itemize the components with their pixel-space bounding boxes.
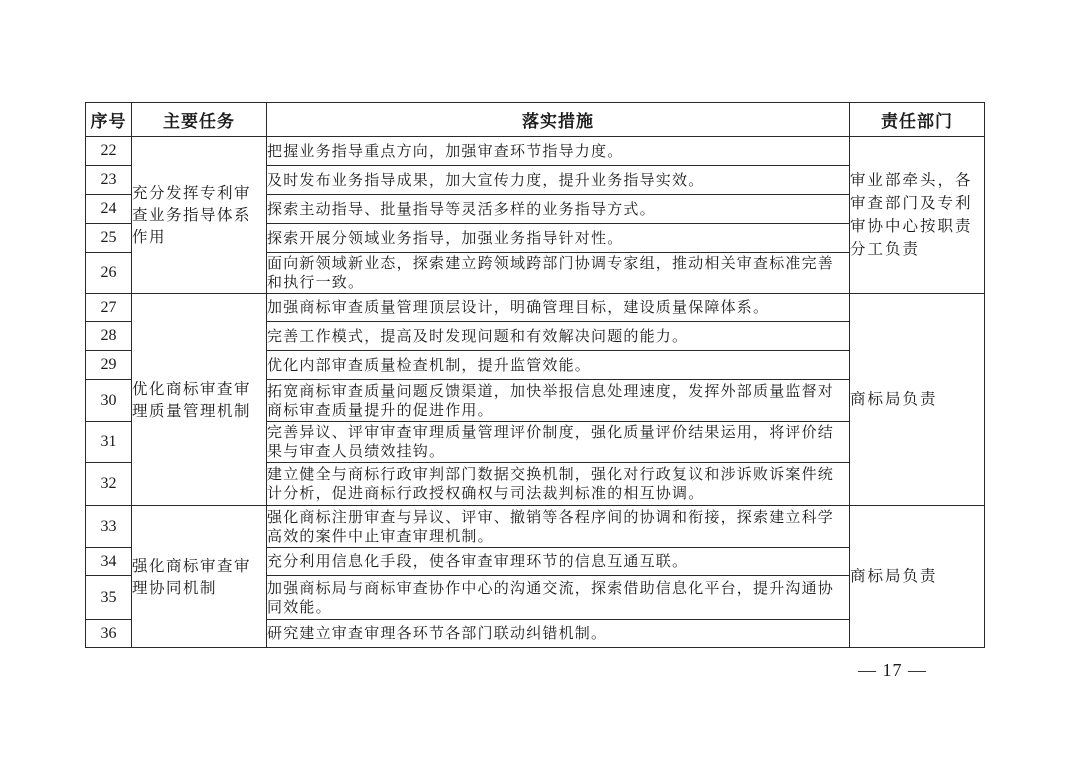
header-dept: 责任部门 [850, 103, 985, 137]
table-row [86, 294, 985, 322]
dept-cell: 商标局负责 [850, 294, 985, 506]
row-number: 22 [86, 137, 132, 166]
task-cell: 优化商标审查审理质量管理机制 [132, 294, 267, 506]
row-number: 34 [86, 548, 132, 576]
row-number: 28 [86, 322, 132, 351]
row-number: 36 [86, 620, 132, 648]
measure-cell: 面向新领域新业态，探索建立跨领域跨部门协调专家组，推动相关审查标准完善和执行一致。 [267, 253, 850, 294]
row-number: 25 [86, 224, 132, 253]
measure-cell: 把握业务指导重点方向，加强审查环节指导力度。 [267, 137, 850, 166]
measure-cell: 研究建立审查审理各环节各部门联动纠错机制。 [267, 620, 850, 648]
row-number: 29 [86, 351, 132, 380]
measure-cell: 加强商标局与商标审查协作中心的沟通交流，探索借助信息化平台，提升沟通协同效能。 [267, 576, 850, 620]
header-task: 主要任务 [132, 103, 267, 137]
row-number: 30 [86, 380, 132, 422]
page-number: — 17 — [858, 660, 927, 680]
measure-cell: 及时发布业务指导成果，加大宣传力度，提升业务指导实效。 [267, 166, 850, 195]
row-number: 32 [86, 463, 132, 506]
task-cell: 充分发挥专利审查业务指导体系作用 [132, 137, 267, 294]
measure-cell: 探索主动指导、批量指导等灵活多样的业务指导方式。 [267, 195, 850, 224]
measure-cell: 优化内部审查质量检查机制，提升监管效能。 [267, 351, 850, 380]
dept-cell: 商标局负责 [850, 506, 985, 648]
header-measure: 落实措施 [267, 103, 850, 137]
task-table [85, 102, 985, 648]
dept-cell: 审业部牵头，各审查部门及专利审协中心按职责分工负责 [850, 137, 985, 294]
row-number: 31 [86, 422, 132, 463]
measure-cell: 完善异议、评审审查审理质量管理评价制度，强化质量评价结果运用，将评价结果与审查人员绩效挂钩。 [267, 422, 850, 463]
measure-cell: 完善工作模式，提高及时发现问题和有效解决问题的能力。 [267, 322, 850, 351]
row-number: 35 [86, 576, 132, 620]
measure-cell: 充分利用信息化手段，使各审查审理环节的信息互通互联。 [267, 548, 850, 576]
measure-cell: 加强商标审查质量管理顶层设计，明确管理目标，建设质量保障体系。 [267, 294, 850, 322]
measure-cell: 拓宽商标审查质量问题反馈渠道，加快举报信息处理速度，发挥外部质量监督对商标审查质量提升的促进作用。 [267, 380, 850, 422]
header-seq: 序号 [86, 103, 132, 137]
row-number: 26 [86, 253, 132, 294]
row-number: 33 [86, 506, 132, 548]
table-row [86, 137, 985, 166]
measure-cell: 建立健全与商标行政审判部门数据交换机制，强化对行政复议和涉诉败诉案件统计分析，促进商标行政授权确权与司法裁判标准的相互协调。 [267, 463, 850, 506]
row-number: 23 [86, 166, 132, 195]
row-number: 24 [86, 195, 132, 224]
table-row [86, 506, 985, 548]
task-cell: 强化商标审查审理协同机制 [132, 506, 267, 648]
measure-cell: 强化商标注册审查与异议、评审、撤销等各程序间的协调和衔接，探索建立科学高效的案件中止审查审理机制。 [267, 506, 850, 548]
measure-cell: 探索开展分领域业务指导，加强业务指导针对性。 [267, 224, 850, 253]
row-number: 27 [86, 294, 132, 322]
header-row [86, 103, 985, 137]
